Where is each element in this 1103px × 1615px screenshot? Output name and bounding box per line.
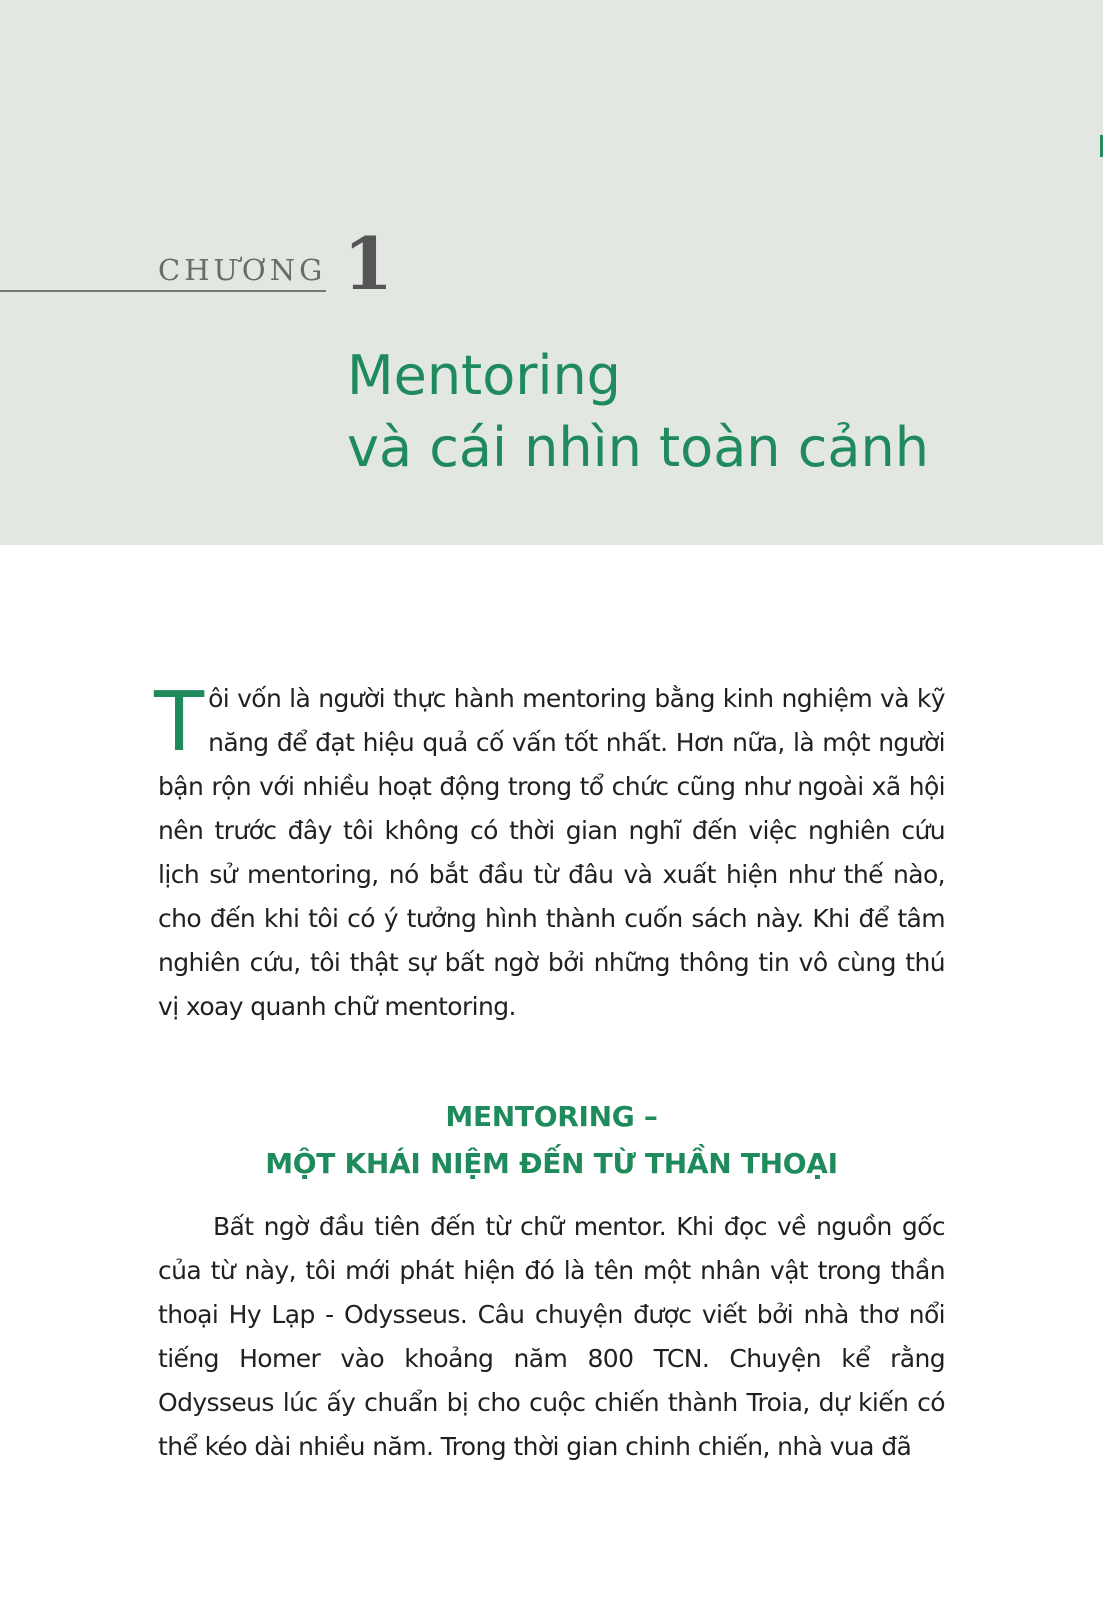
chapter-number: 1 [343, 221, 394, 306]
chapter-label: CHƯƠNG [158, 253, 327, 287]
intro-paragraph-text: ôi vốn là người thực hành mentoring bằng kinh nghiệm và kỹ năng để đạt hiệu quả cố vấn tốt nhất. Hơn nữa, là một người bận rộn với nhiều hoạt động trong tổ chức cũng như ngoài xã hội nên trước đây tôi không có thời gian nghĩ đến việc nghiên cứu lịch sử mentoring, nó bắt đầu từ đâu và xuất hiện như thế nào, cho đến khi tôi có ý tưởng hình thành cuốn sách này. Khi để tâm nghiên cứu, tôi thật sự bất ngờ bởi những thông tin vô cùng thú vị xoay quanh chữ mentoring. [158, 684, 945, 1021]
section-heading [158, 1093, 945, 1187]
section-paragraph: Bất ngờ đầu tiên đến từ chữ mentor. Khi đọc về nguồn gốc của từ này, tôi mới phát hiện đó là tên một nhân vật trong thần thoại Hy Lạp - Odysseus. Câu chuyện được viết bởi nhà thơ nổi tiếng Homer vào khoảng năm 800 TCN. Chuyện kể rằng Odysseus lúc ấy chuẩn bị cho cuộc chiến thành Troia, dự kiến có thể kéo dài nhiều năm. Trong thời gian chinh chiến, nhà vua đã [158, 1212, 945, 1461]
chapter-title-line-2: và cái nhìn toàn cảnh [347, 416, 929, 479]
drop-cap-letter: T [154, 675, 205, 770]
intro-paragraph [154, 675, 945, 1029]
section-heading-line-1: MENTORING – [445, 1100, 658, 1133]
chapter-title-line-1: Mentoring [347, 344, 621, 407]
chapter-rule-divider [0, 290, 326, 292]
section-heading-line-2: MỘT KHÁI NIỆM ĐẾN TỪ THẦN THOẠI [265, 1147, 838, 1180]
chapter-title [347, 340, 929, 484]
